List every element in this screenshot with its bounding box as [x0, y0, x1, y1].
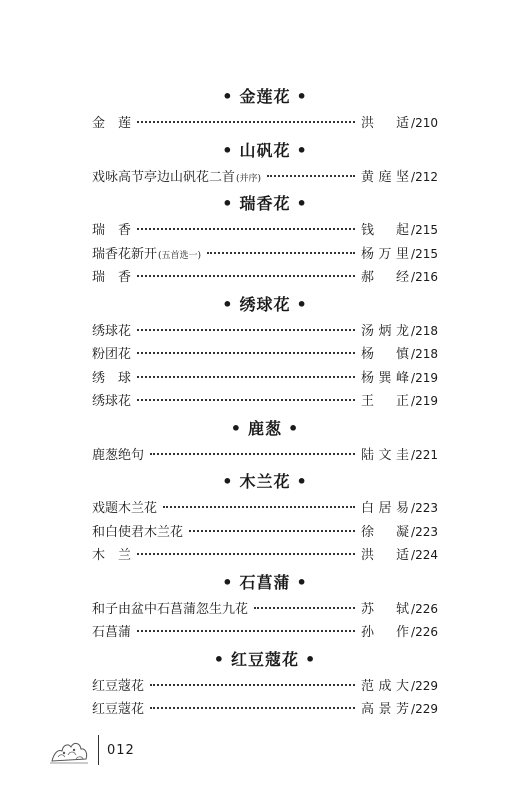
section-title — [92, 189, 438, 219]
bullet-dot: • — [222, 140, 234, 160]
dot-leader — [254, 607, 355, 609]
dot-leader — [150, 684, 355, 686]
toc-entry[interactable] — [92, 675, 438, 699]
entry-title: 绣球花 — [92, 394, 132, 409]
entry-title: 红豆蔻花 — [92, 678, 145, 694]
toc-entry[interactable] — [92, 219, 438, 243]
toc-entry[interactable] — [92, 343, 438, 367]
entry-author: 汤炳龙 — [361, 323, 410, 339]
dot-leader — [137, 275, 355, 277]
bullet-dot: • — [222, 87, 234, 106]
section-title — [92, 467, 438, 497]
entry-title: 鹿葱绝句 — [92, 447, 145, 463]
entry-page-number: /219 — [411, 370, 438, 385]
toc-entry[interactable] — [92, 444, 438, 468]
toc-section — [92, 414, 438, 468]
dot-leader — [137, 553, 355, 555]
entry-note: (五首选一) — [158, 250, 202, 261]
entry-author: 郝 经 — [361, 270, 410, 285]
dot-leader — [267, 175, 355, 177]
bullet-dot: • — [296, 572, 308, 592]
dot-leader — [137, 376, 355, 378]
entry-page-number: /229 — [411, 702, 438, 716]
dot-leader — [150, 707, 355, 709]
section-title-text: 鹿葱 — [247, 418, 282, 438]
dot-leader — [137, 121, 355, 123]
toc-entry[interactable] — [92, 166, 438, 190]
entry-author: 钱 起 — [361, 223, 410, 238]
entry-title: 木 兰 — [92, 548, 132, 563]
bullet-dot: • — [305, 649, 317, 669]
entry-author: 王 正 — [361, 394, 410, 409]
bullet-dot: • — [213, 649, 225, 669]
dot-leader — [137, 228, 355, 230]
entry-page-number: /216 — [411, 270, 438, 284]
toc-entry[interactable] — [92, 521, 438, 545]
entry-author: 杨 慎 — [361, 347, 410, 362]
bullet-dot: • — [296, 140, 308, 160]
toc-entry[interactable] — [92, 367, 438, 391]
entry-author: 孙 作 — [361, 625, 410, 640]
section-title — [92, 82, 438, 112]
entry-author: 徐 凝 — [361, 524, 410, 540]
section-title-text: 绣球花 — [239, 294, 291, 314]
entry-page-number: /215 — [411, 246, 438, 261]
entry-page-number: /210 — [411, 116, 438, 130]
entry-author: 苏 轼 — [361, 601, 410, 617]
entry-author: 范成大 — [361, 678, 410, 694]
entry-author: 杨巽峰 — [361, 370, 410, 386]
section-title-text: 红豆蔻花 — [230, 649, 299, 669]
dot-leader — [150, 453, 355, 455]
bullet-dot: • — [296, 294, 308, 314]
toc-section — [92, 82, 438, 136]
entry-title: 和白使君木兰花 — [92, 524, 184, 540]
entry-title: 戏咏高节亭边山矾花二首 — [92, 169, 236, 185]
section-title — [92, 414, 438, 444]
entry-title: 粉团花 — [92, 347, 132, 362]
section-title — [92, 645, 438, 675]
dot-leader — [207, 252, 355, 254]
entry-page-number: /212 — [411, 169, 438, 184]
toc-entry[interactable] — [92, 320, 438, 344]
toc-entry[interactable] — [92, 266, 438, 290]
entry-author: 洪 适 — [361, 116, 410, 131]
entry-page-number: /219 — [411, 394, 438, 408]
bullet-dot: • — [222, 472, 234, 491]
page-footer — [48, 732, 135, 768]
entry-note: (并序) — [236, 173, 262, 184]
toc-sections — [92, 82, 438, 722]
bullet-dot: • — [296, 472, 308, 491]
entry-page-number: /223 — [411, 501, 438, 515]
toc-entry[interactable] — [92, 544, 438, 568]
table-of-contents — [92, 82, 438, 722]
entry-author: 黄庭坚 — [361, 169, 410, 185]
section-title-text: 金莲花 — [239, 87, 291, 106]
entry-page-number: /218 — [411, 347, 438, 361]
entry-page-number: /223 — [411, 524, 438, 539]
entry-title: 绣 球 — [92, 370, 132, 386]
entry-title: 和子由盆中石菖蒲忽生九花 — [92, 601, 249, 617]
bullet-dot: • — [222, 294, 234, 314]
entry-title: 金 莲 — [92, 116, 132, 131]
toc-entry[interactable] — [92, 497, 438, 521]
entry-page-number: /224 — [411, 548, 438, 562]
entry-title: 戏题木兰花 — [92, 501, 158, 516]
section-title-text: 石菖蒲 — [239, 572, 291, 592]
bullet-dot: • — [222, 572, 234, 592]
section-title — [92, 568, 438, 598]
toc-section — [92, 189, 438, 290]
entry-title: 瑞 香 — [92, 270, 132, 285]
bullet-dot: • — [296, 87, 308, 106]
toc-entry[interactable] — [92, 621, 438, 645]
entry-page-number: /226 — [411, 625, 438, 639]
section-title-text: 瑞香花 — [239, 194, 291, 213]
toc-entry[interactable] — [92, 598, 438, 622]
toc-entry[interactable] — [92, 243, 438, 267]
entry-title: 绣球花 — [92, 323, 132, 339]
entry-author: 杨万里 — [361, 246, 410, 262]
entry-page-number: /226 — [411, 601, 438, 616]
bullet-dot: • — [288, 418, 300, 438]
section-title-text: 山矾花 — [239, 140, 291, 160]
toc-entry[interactable] — [92, 698, 438, 722]
bullet-dot: • — [296, 194, 308, 213]
entry-page-number: /229 — [411, 678, 438, 693]
entry-author: 洪 适 — [361, 548, 410, 563]
entry-title: 石菖蒲 — [92, 625, 132, 640]
toc-section — [92, 645, 438, 722]
dot-leader — [137, 352, 355, 354]
entry-title: 红豆蔻花 — [92, 702, 145, 717]
toc-entry[interactable] — [92, 390, 438, 414]
dot-leader — [137, 399, 355, 401]
dot-leader — [137, 329, 355, 331]
toc-section — [92, 290, 438, 414]
toc-section — [92, 568, 438, 645]
toc-entry[interactable] — [92, 112, 438, 136]
dot-leader — [163, 506, 355, 508]
decorative-illustration-icon — [48, 735, 90, 765]
bullet-dot: • — [230, 418, 242, 438]
entry-title: 瑞香花新开 — [92, 246, 158, 262]
entry-author: 高景芳 — [361, 702, 410, 717]
entry-page-number: /221 — [411, 447, 438, 462]
entry-page-number: /218 — [411, 323, 438, 338]
section-title-text: 木兰花 — [239, 472, 291, 491]
section-title — [92, 290, 438, 320]
section-title — [92, 136, 438, 166]
dot-leader — [189, 530, 355, 532]
entry-author: 陆文圭 — [361, 447, 410, 463]
toc-section — [92, 467, 438, 568]
dot-leader — [137, 630, 355, 632]
toc-section — [92, 136, 438, 190]
bullet-dot: • — [222, 194, 234, 213]
page-number: 012 — [107, 742, 135, 758]
entry-title: 瑞 香 — [92, 223, 132, 238]
footer-divider — [98, 735, 99, 765]
entry-page-number: /215 — [411, 223, 438, 237]
entry-author: 白居易 — [361, 501, 410, 516]
